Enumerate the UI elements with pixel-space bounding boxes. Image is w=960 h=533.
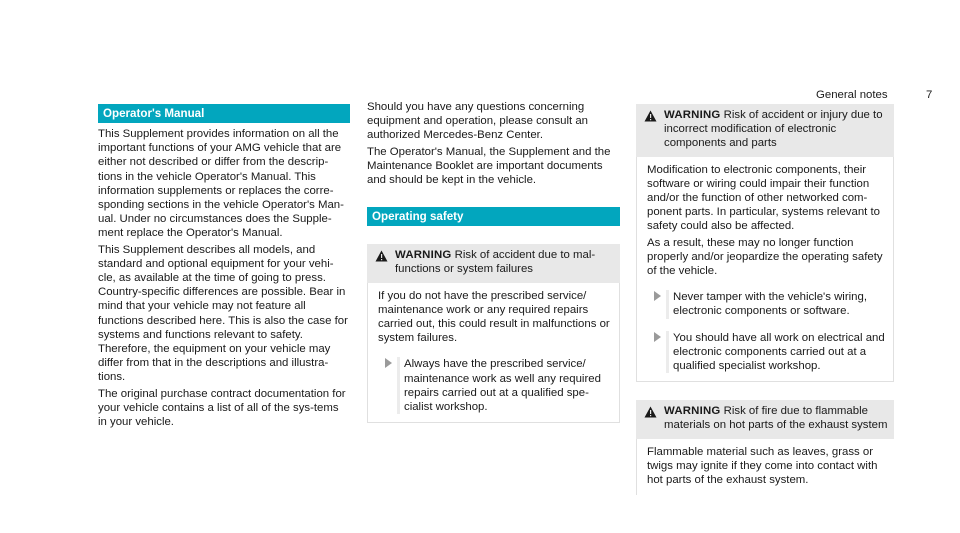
warning-label: WARNING [664,405,721,418]
column-2 [367,101,620,423]
header-section-title: General notes [816,89,888,101]
column-3 [636,104,894,495]
instruction-step [647,290,887,318]
warning-triangle-icon [644,110,657,126]
warning-title: Risk of fire due to flammable materials on hot parts of the exhaust system [664,405,888,432]
warning-label: WARNING [664,109,721,121]
warning-title: Risk of accident due to mal-functions or system failures [395,249,596,276]
arrow-right-icon [654,291,661,301]
warning-body [636,157,894,383]
step-text: You should have all work on electrical and electronic components carried out at a qualified specialist workshop. [673,331,885,373]
paragraph: This Supplement describes all models, and standard and optional equipment for your vehi-cle, as available at the time of going to press. Country-specific differences are possible. Bear in mind that your vehicle may not feature all functions described here. This is also the case for systems and functions relevant to safety. Therefore, the equipment on your vehicle may differ from that in the descriptions and illustra-tions. [98,243,348,384]
step-bar [666,331,669,374]
warning-box-fire [636,400,894,495]
warning-text: If you do not have the prescribed service/ maintenance work or any required repairs carried out, this could result in malfunctions or system failures. [378,289,610,345]
step-bar [397,357,400,414]
warning-body [367,283,620,424]
warning-box-electronics [636,104,894,382]
section-heading-operating-safety: Operating safety [367,207,620,226]
paragraph: This Supplement provides information on all the important functions of your AMG vehicle that are either not described or differ from the descrip-tions in the vehicle Operator's Manual. This information supplements or replaces the corre-sponding sections in the vehicle Operator's Man-ual. Under no circumstances does the Supple-ment replace the Operator's Manual. [98,128,344,240]
warning-title: Risk of accident or injury due to incorrect modification of electronic components and parts [664,109,883,150]
page-header [816,88,948,102]
instruction-step [378,357,613,414]
warning-text: As a result, these may no longer function properly and/or jeopardize the operating safety of the vehicle. [647,236,883,278]
warning-text: Flammable material such as leaves, grass or twigs may ignite if they come into contact with hot parts of the exhaust system. [647,445,878,487]
step-text: Never tamper with the vehicle's wiring, electronic components or software. [673,291,867,318]
paragraph: The original purchase contract documentation for your vehicle contains a list of all of the sys-tems in your vehicle. [98,387,346,429]
warning-header [636,104,894,157]
page-number: 7 [926,89,933,101]
warning-triangle-icon [375,250,388,266]
paragraph: Should you have any questions concerning equipment and operation, please consult an authorized Mercedes-Benz Center. [367,101,589,142]
arrow-right-icon [385,358,392,368]
warning-box-malfunctions [367,244,620,423]
instruction-step [647,331,887,374]
section-heading-operators-manual: Operator's Manual [98,104,350,123]
warning-body [636,439,894,496]
warning-header [636,400,894,438]
paragraph: The Operator's Manual, the Supplement and the Maintenance Booklet are important documents and should be kept in the vehicle. [367,145,611,187]
step-text: Always have the prescribed service/ maintenance work as well any required repairs carried out at a qualified spe-cialist workshop. [404,358,601,414]
column-1 [98,104,350,429]
warning-triangle-icon [644,406,657,422]
warning-text: Modification to electronic components, their software or wiring could impair their function and/or the function of other networked com-ponent parts. In particular, systems relevant to safety could also be affected. [647,163,880,233]
warning-label: WARNING [395,249,452,262]
arrow-right-icon [654,332,661,342]
warning-header [367,244,620,282]
step-bar [666,290,669,318]
